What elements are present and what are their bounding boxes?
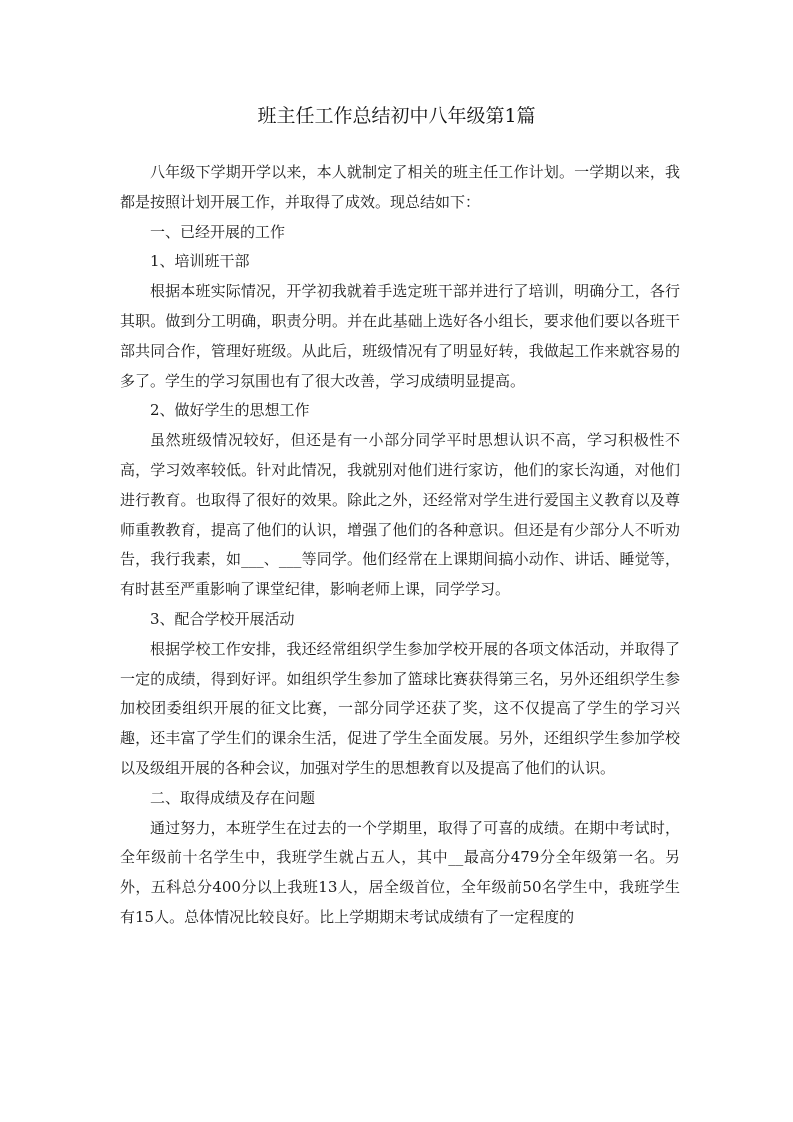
body-paragraph: 通过努力，本班学生在过去的一个学期里，取得了可喜的成绩。在期中考试时，全年级前十名学生中，我班学生就占五人，其中__最高分479分全年级第一名。另外，五科总分400分以上我班13人，居全级首位，全年级前50名学生中，我班学生有15人。总体情况比较良好。比上学期期末考试成绩有了一定程度的 xyxy=(120,818,680,926)
body-paragraph: 根据学校工作安排，我还经常组织学生参加学校开展的各项文体活动，并取得了一定的成绩，得到好评。如组织学生参加了篮球比赛获得第三名，另外还组织学生参加校团委组织开展的征文比赛，一部分同学还获了奖，这不仅提高了学生的学习兴趣，还丰富了学生们的课余生活，促进了学生全面发展。另外，还组织学生参加学校以及级组开展的各种会议，加强对学生的思想教育以及提高了他们的认识。 xyxy=(120,639,680,777)
document-body xyxy=(120,158,680,933)
body-paragraph: 根据本班实际情况，开学初我就着手选定班干部并进行了培训，明确分工，各行其职。做到分工明确，职责分明。并在此基础上选好各小组长，要求他们要以各班干部共同合作，管理好班级。从此后，班级情况有了明显好转，我做起工作来就容易的多了。学生的学习氛围也有了很大改善，学习成绩明显提高。 xyxy=(120,282,680,390)
document-title: 班主任工作总结初中八年级第1篇 xyxy=(257,105,536,127)
section-heading-2: 二、取得成绩及存在问题 xyxy=(150,788,316,807)
section-heading-1: 一、已经开展的工作 xyxy=(150,222,286,241)
subsection-heading-3: 3、配合学校开展活动 xyxy=(150,609,295,628)
subsection-heading-1: 1、培训班干部 xyxy=(150,252,250,271)
body-paragraph: 虽然班级情况较好，但还是有一小部分同学平时思想认识不高，学习积极性不高，学习效率较低。针对此情况，我就别对他们进行家访，他们的家长沟通，对他们进行教育。也取得了很好的效果。除此之外，还经常对学生进行爱国主义教育以及尊师重教教育，提高了他们的认识，增强了他们的各种意识。但还是有少部分人不听劝告，我行我素，如___、___等同学。他们经常在上课期间搞小动作、讲话、睡觉等，有时甚至严重影响了课堂纪律，影响老师上课，同学学习。 xyxy=(120,431,680,599)
subsection-heading-2: 2、做好学生的思想工作 xyxy=(150,401,310,420)
intro-paragraph: 八年级下学期开学以来，本人就制定了相关的班主任工作计划。一学期以来，我都是按照计划开展工作，并取得了成效。现总结如下： xyxy=(120,163,680,211)
